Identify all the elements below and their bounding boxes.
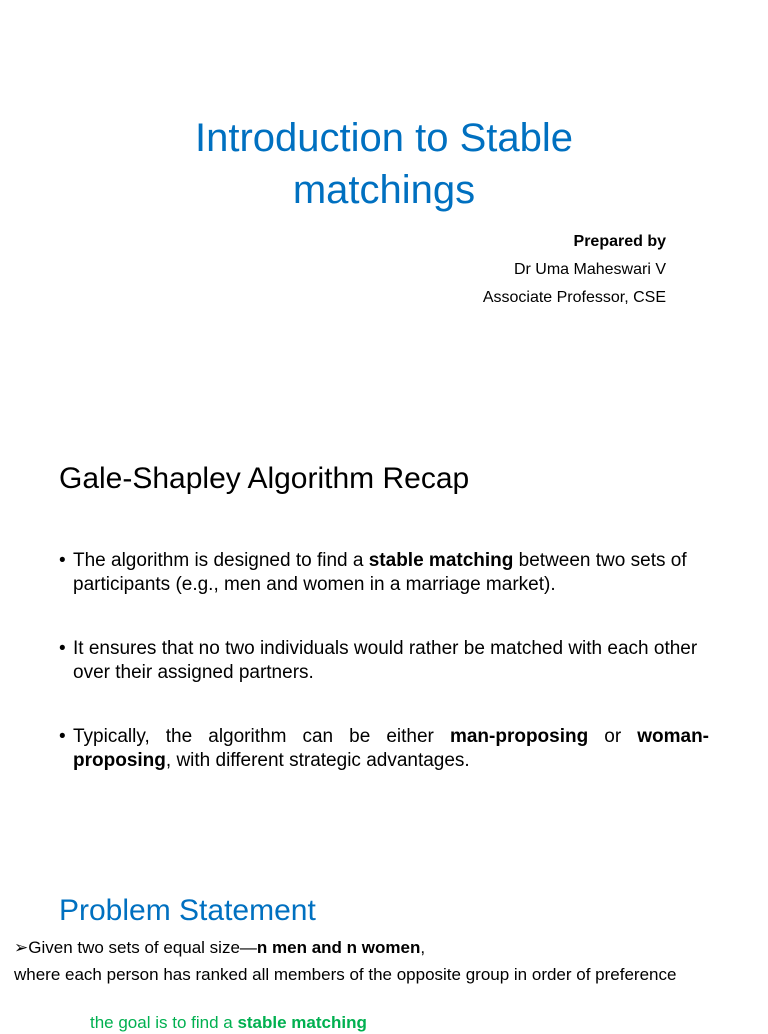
bullet-text: between two sets of participants (e.g., men and women in a marriage market). <box>73 550 687 595</box>
recap-slide <box>0 435 768 855</box>
title-line-2: matchings <box>292 168 476 212</box>
title-line-1: Introduction to Stable <box>194 116 574 160</box>
body-text: Given two sets of equal size— <box>28 938 257 957</box>
author-byline <box>483 228 666 312</box>
bullet-emphasis: man-proposing <box>449 726 589 747</box>
body-text: , <box>420 938 426 957</box>
body-paragraph: where each person has ranked all members of the opposite group in order of preference <box>14 965 677 984</box>
prepared-by-label: Prepared by <box>573 233 666 250</box>
bullet-list <box>59 549 709 813</box>
body-emphasis: n men and n women <box>256 938 421 957</box>
bullet-item <box>59 725 709 773</box>
author-name: Dr Uma Maheswari V <box>513 261 666 278</box>
bullet-text: or <box>588 726 638 747</box>
bullet-text: The algorithm is designed to find a <box>73 550 369 571</box>
arrow-bullet-line <box>14 937 425 959</box>
problem-statement-slide <box>0 880 768 1032</box>
bullet-text: It ensures that no two individuals would rather be matched with each other over their assigned partners. <box>73 638 698 683</box>
slide-heading: Gale-Shapley Algorithm Recap <box>59 462 470 495</box>
bullet-emphasis: stable matching <box>368 550 514 571</box>
goal-text: the goal is to find a <box>90 1013 238 1032</box>
title-slide <box>0 0 768 395</box>
presentation-title <box>0 112 768 216</box>
arrow-bullet-icon: ➢ <box>14 938 29 957</box>
bullet-item <box>59 637 709 685</box>
goal-line <box>90 1012 367 1034</box>
goal-emphasis: stable matching <box>237 1013 367 1032</box>
bullet-item <box>59 549 709 597</box>
slide-heading: Problem Statement <box>59 894 316 927</box>
author-designation: Associate Professor, CSE <box>482 289 666 306</box>
bullet-text: , with different strategic advantages. <box>165 750 470 771</box>
bullet-emphasis: woman-proposing <box>73 726 710 771</box>
bullet-text: Typically, the algorithm can be either <box>73 726 450 747</box>
